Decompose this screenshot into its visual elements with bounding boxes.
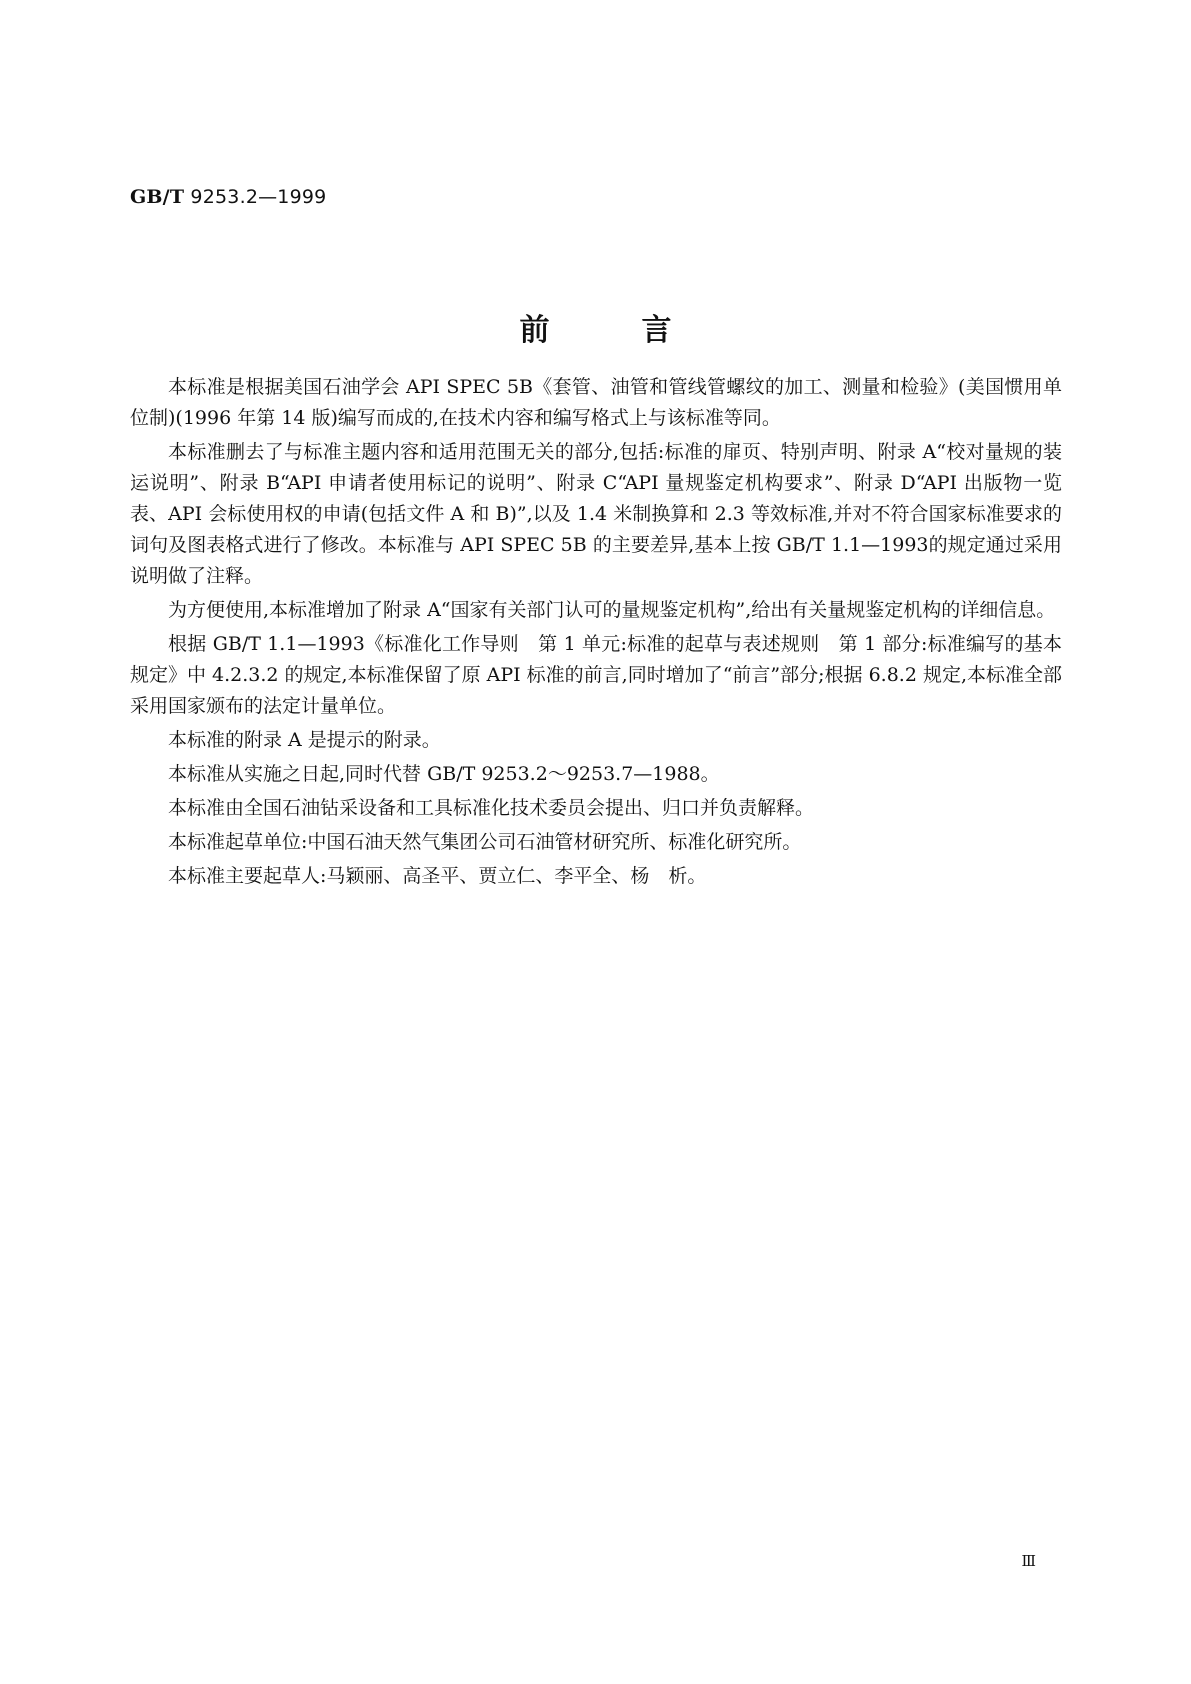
page-title: 前言 xyxy=(519,313,764,348)
paragraph-8: 本标准起草单位:中国石油天然气集团公司石油管材研究所、标准化研究所。 xyxy=(168,831,802,853)
paragraph-6: 本标准从实施之日起,同时代替 GB/T 9253.2～9253.7—1988。 xyxy=(168,763,720,785)
standard-number: 9253.2—1999 xyxy=(190,186,327,208)
page-number: Ⅲ xyxy=(1021,1552,1036,1570)
paragraph-1: 本标准是根据美国石油学会 API SPEC 5B《套管、油管和管线管螺纹的加工、测量和检验》(美国惯用单位制)(1996 年第 14 版)编写而成的,在技术内容和编写格式上与该标准等同。 xyxy=(130,376,1062,429)
standard-prefix: GB/T xyxy=(130,186,185,208)
paragraph-9: 本标准主要起草人:马颖丽、高圣平、贾立仁、李平全、杨 析。 xyxy=(168,865,707,887)
paragraph-5: 本标准的附录 A 是提示的附录。 xyxy=(168,729,441,751)
foreword-body xyxy=(130,372,1062,895)
paragraph-7: 本标准由全国石油钻采设备和工具标准化技术委员会提出、归口并负责解释。 xyxy=(168,797,815,819)
paragraph-3: 为方便使用,本标准增加了附录 A“国家有关部门认可的量规鉴定机构”,给出有关量规鉴定机构的详细信息。 xyxy=(168,599,1056,621)
paragraph-2: 本标准删去了与标准主题内容和适用范围无关的部分,包括:标准的扉页、特别声明、附录 A“校对量规的装运说明”、附录 B“API 申请者使用标记的说明”、附录 C“API 量规鉴定机构要求”、附录 D“API 出版物一览表、API 会标使用权的申请(包括文件 A 和 B)”,以及 1.4 米制换算和 2.3 等效标准,并对不符合国家标准要求的词句及图表格式进行了修改。本标准与 API SPEC 5B 的主要差异,基本上按 GB/T 1.1—1993的规定通过采用说明做了注释。 xyxy=(130,441,1062,587)
paragraph-4: 根据 GB/T 1.1—1993《标准化工作导则 第 1 单元:标准的起草与表述规则 第 1 部分:标准编写的基本规定》中 4.2.3.2 的规定,本标准保留了原 API 标准的前言,同时增加了“前言”部分;根据 6.8.2 规定,本标准全部采用国家颁布的法定计量单位。 xyxy=(130,633,1063,717)
standard-code xyxy=(130,186,326,208)
